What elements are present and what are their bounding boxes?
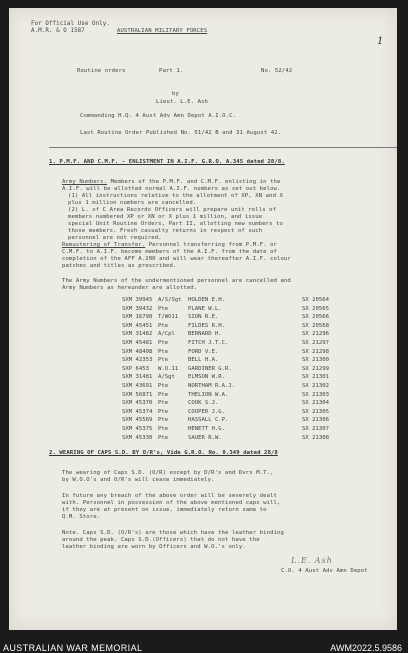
rank: A/Cpl <box>158 331 175 338</box>
section-1-line: personnel are not required. <box>68 235 162 241</box>
section-1-line: members numbered XP or XN or X plus 1 million, and issue <box>68 214 263 220</box>
name: GARDINER G.R. <box>188 365 232 372</box>
section-1-line: plus 1 million numbers are cancelled. <box>68 200 197 206</box>
rank: Pte <box>158 434 169 441</box>
name: FORD V.E. <box>188 348 219 355</box>
old-number: SXM 56871 <box>122 391 153 398</box>
name: SION R.E. <box>188 314 219 321</box>
old-number: SXP 6453 <box>122 365 149 372</box>
old-number: SXM 39432 <box>122 305 153 312</box>
old-number: SXM 43691 <box>122 382 153 389</box>
remustering-line: completion of the AFF A.200 and will wear thereafter A.I.F. colour <box>62 256 291 262</box>
new-number: SX 21306 <box>302 417 329 424</box>
section-1-line: (2) L. of C Area Records Officers will prepare unit rolls of <box>68 207 277 213</box>
name: BERNARD H. <box>188 331 222 338</box>
name: NORTHAM R.A.J. <box>188 382 236 389</box>
section-2-line: with. Personnel in possession of the above mentioned caps will, <box>62 500 281 506</box>
army-numbers-text: Members of the P.M.F. and C.M.F. enlisting in the <box>110 179 281 185</box>
restriction-line-2: A.M.R. & O 1587 <box>31 28 85 34</box>
old-number: SXM 45330 <box>122 434 153 441</box>
section-2-heading: 2. WEARING OF CAPS S.D. BY O/R's, Vide G.R.O. No. 0.349 dated 28/8 <box>49 450 278 456</box>
new-number: SX 20566 <box>302 314 329 321</box>
section-2-note: around the peak. Caps S.D.(Officers) that do not have the <box>62 537 260 543</box>
page-number: 1 <box>377 36 384 47</box>
remustering-text: Personnel transferring from P.M.F. or <box>148 242 278 248</box>
name: HENETT H.G. <box>188 425 226 432</box>
rank: Pte <box>158 322 169 329</box>
name: HASSALL C.P. <box>188 417 229 424</box>
section-2-line: In future any breach of the above order will be severely dealt <box>62 493 277 499</box>
rank: Pte <box>158 408 169 415</box>
rank: Pte <box>158 417 169 424</box>
signature-block: C.O. 4 Aust Adv Amn Depot <box>281 568 368 574</box>
document-page <box>9 8 397 630</box>
section-2-line: if they are at present on issue, immediately return same to <box>62 507 267 513</box>
old-number: SXM 48408 <box>122 348 153 355</box>
old-number: SXM 31481 <box>122 374 153 381</box>
new-number: SX 20565 <box>302 305 329 312</box>
name: SAUER R.W. <box>188 434 222 441</box>
name: COOK S.J. <box>188 400 219 407</box>
new-number: SX 21301 <box>302 374 329 381</box>
section-2-line: The wearing of Caps S.D. (O/R) except by D/R's and Dvrs M.T., <box>62 470 274 476</box>
by-label: by <box>172 91 179 97</box>
footer-accession: AWM2022.5.9586 <box>330 643 402 653</box>
name: FILDES R.H. <box>188 322 226 329</box>
army-numbers-label: Army Numbers. <box>62 179 108 185</box>
intro-line: Army Numbers as hereunder are allotted. <box>62 285 198 291</box>
name: ELMSON W.R. <box>188 374 226 381</box>
new-number: SX 21300 <box>302 357 329 364</box>
org-title: AUSTRALIAN MILITARY FORCES <box>117 28 208 34</box>
remustering-line: C.M.F. to A.I.F. become members of the A.I.F. from the date of <box>62 249 277 255</box>
section-1-line: special Unit Routine Orders, Part II, allotting new numbers to <box>68 221 283 227</box>
new-number: SX 21299 <box>302 365 329 372</box>
old-number: SXM 31482 <box>122 331 153 338</box>
section-1-line: A.I.F. will be allotted normal A.I.F. numbers as set out below. <box>62 186 281 192</box>
name: THELION W.A. <box>188 391 229 398</box>
new-number: SX 21296 <box>302 331 329 338</box>
author: Lieut. L.E. Ash <box>156 99 209 105</box>
old-number: SXM 45375 <box>122 425 153 432</box>
army-numbers-paragraph <box>62 179 280 186</box>
name: PLANE W.L. <box>188 305 222 312</box>
rank: Pte <box>158 339 169 346</box>
new-number: SX 21302 <box>302 382 329 389</box>
part-label: Part 1. <box>159 68 184 74</box>
old-number: SXM 45451 <box>122 322 153 329</box>
old-number: SXM 45370 <box>122 400 153 407</box>
handwritten-signature: L.E. Ash <box>291 556 333 565</box>
section-1-heading: 1. P.M.F. AND C.M.F. - ENLISTMENT IN A.I.F. G.R.O. A.345 dated 28/8. <box>49 159 285 165</box>
restriction-line-1: For Official Use Only. <box>31 21 110 27</box>
rank: T/WO11 <box>158 314 179 321</box>
rank: Pte <box>158 305 169 312</box>
new-number: SX 21304 <box>302 400 329 407</box>
remustering-label: Remustering of Transfer. <box>62 242 146 248</box>
name: COOPER J.G. <box>188 408 226 415</box>
section-1-line: (1) All instructions relative to the allotment of XP, XN and X <box>68 193 283 199</box>
rank: A/Sgt <box>158 374 175 381</box>
remustering-paragraph <box>62 242 277 249</box>
intro-line: The Army Numbers of the undermentioned personnel are cancelled and <box>62 278 291 284</box>
last-order-line: Last Routine Order Published No. 51/42 B and 31 August 42. <box>80 130 282 136</box>
section-2-note: leather binding are worn by Officers and W.O.'s only. <box>62 544 246 550</box>
section-2-line: by W.O.O's and O/R's will cease immediately. <box>62 477 215 483</box>
new-number: SX 21308 <box>302 434 329 441</box>
new-number: SX 21298 <box>302 348 329 355</box>
rank: Pte <box>158 425 169 432</box>
divider <box>49 147 397 148</box>
old-number: SXM 45569 <box>122 417 153 424</box>
rank: Pte <box>158 391 169 398</box>
remustering-line: patches and titles as prescribed. <box>62 263 177 269</box>
section-2-note: Note. Caps S.D. (O/R's) are those which have the leather binding <box>62 530 284 536</box>
rank: Pte <box>158 382 169 389</box>
old-number: SXM 42353 <box>122 357 153 364</box>
section-1-line: those members. Fresh casualty returns in respect of such <box>68 228 263 234</box>
footer-institution: AUSTRALIAN WAR MEMORIAL <box>3 643 143 653</box>
new-number: SX 21297 <box>302 339 329 346</box>
new-number: SX 21303 <box>302 391 329 398</box>
new-number: SX 20568 <box>302 322 329 329</box>
new-number: SX 21307 <box>302 425 329 432</box>
new-number: SX 20564 <box>302 297 329 303</box>
old-number: SXM 45481 <box>122 339 153 346</box>
rank: Pte <box>158 400 169 407</box>
rank: Pte <box>158 357 169 364</box>
old-number: SXM 45374 <box>122 408 153 415</box>
routine-orders-label: Routine orders <box>77 68 126 74</box>
commanding-line: Commanding H.Q. 4 Aust Adv Amn Depot A.I.O.C. <box>80 113 237 119</box>
old-number: SXM 16798 <box>122 314 153 321</box>
rank: W.O.11 <box>158 365 179 372</box>
old-number: SXM 39945 <box>122 297 153 303</box>
new-number: SX 21305 <box>302 408 329 415</box>
order-number: No. 52/42 <box>261 68 293 74</box>
name: BELL H.A. <box>188 357 219 364</box>
section-2-line: Q.M. Store. <box>62 514 101 520</box>
name: HOLDEN E.H. <box>188 297 226 303</box>
name: FITCH J.T.C. <box>188 339 229 346</box>
rank: A/S/Sgt <box>158 297 182 303</box>
rank: Pte <box>158 348 169 355</box>
